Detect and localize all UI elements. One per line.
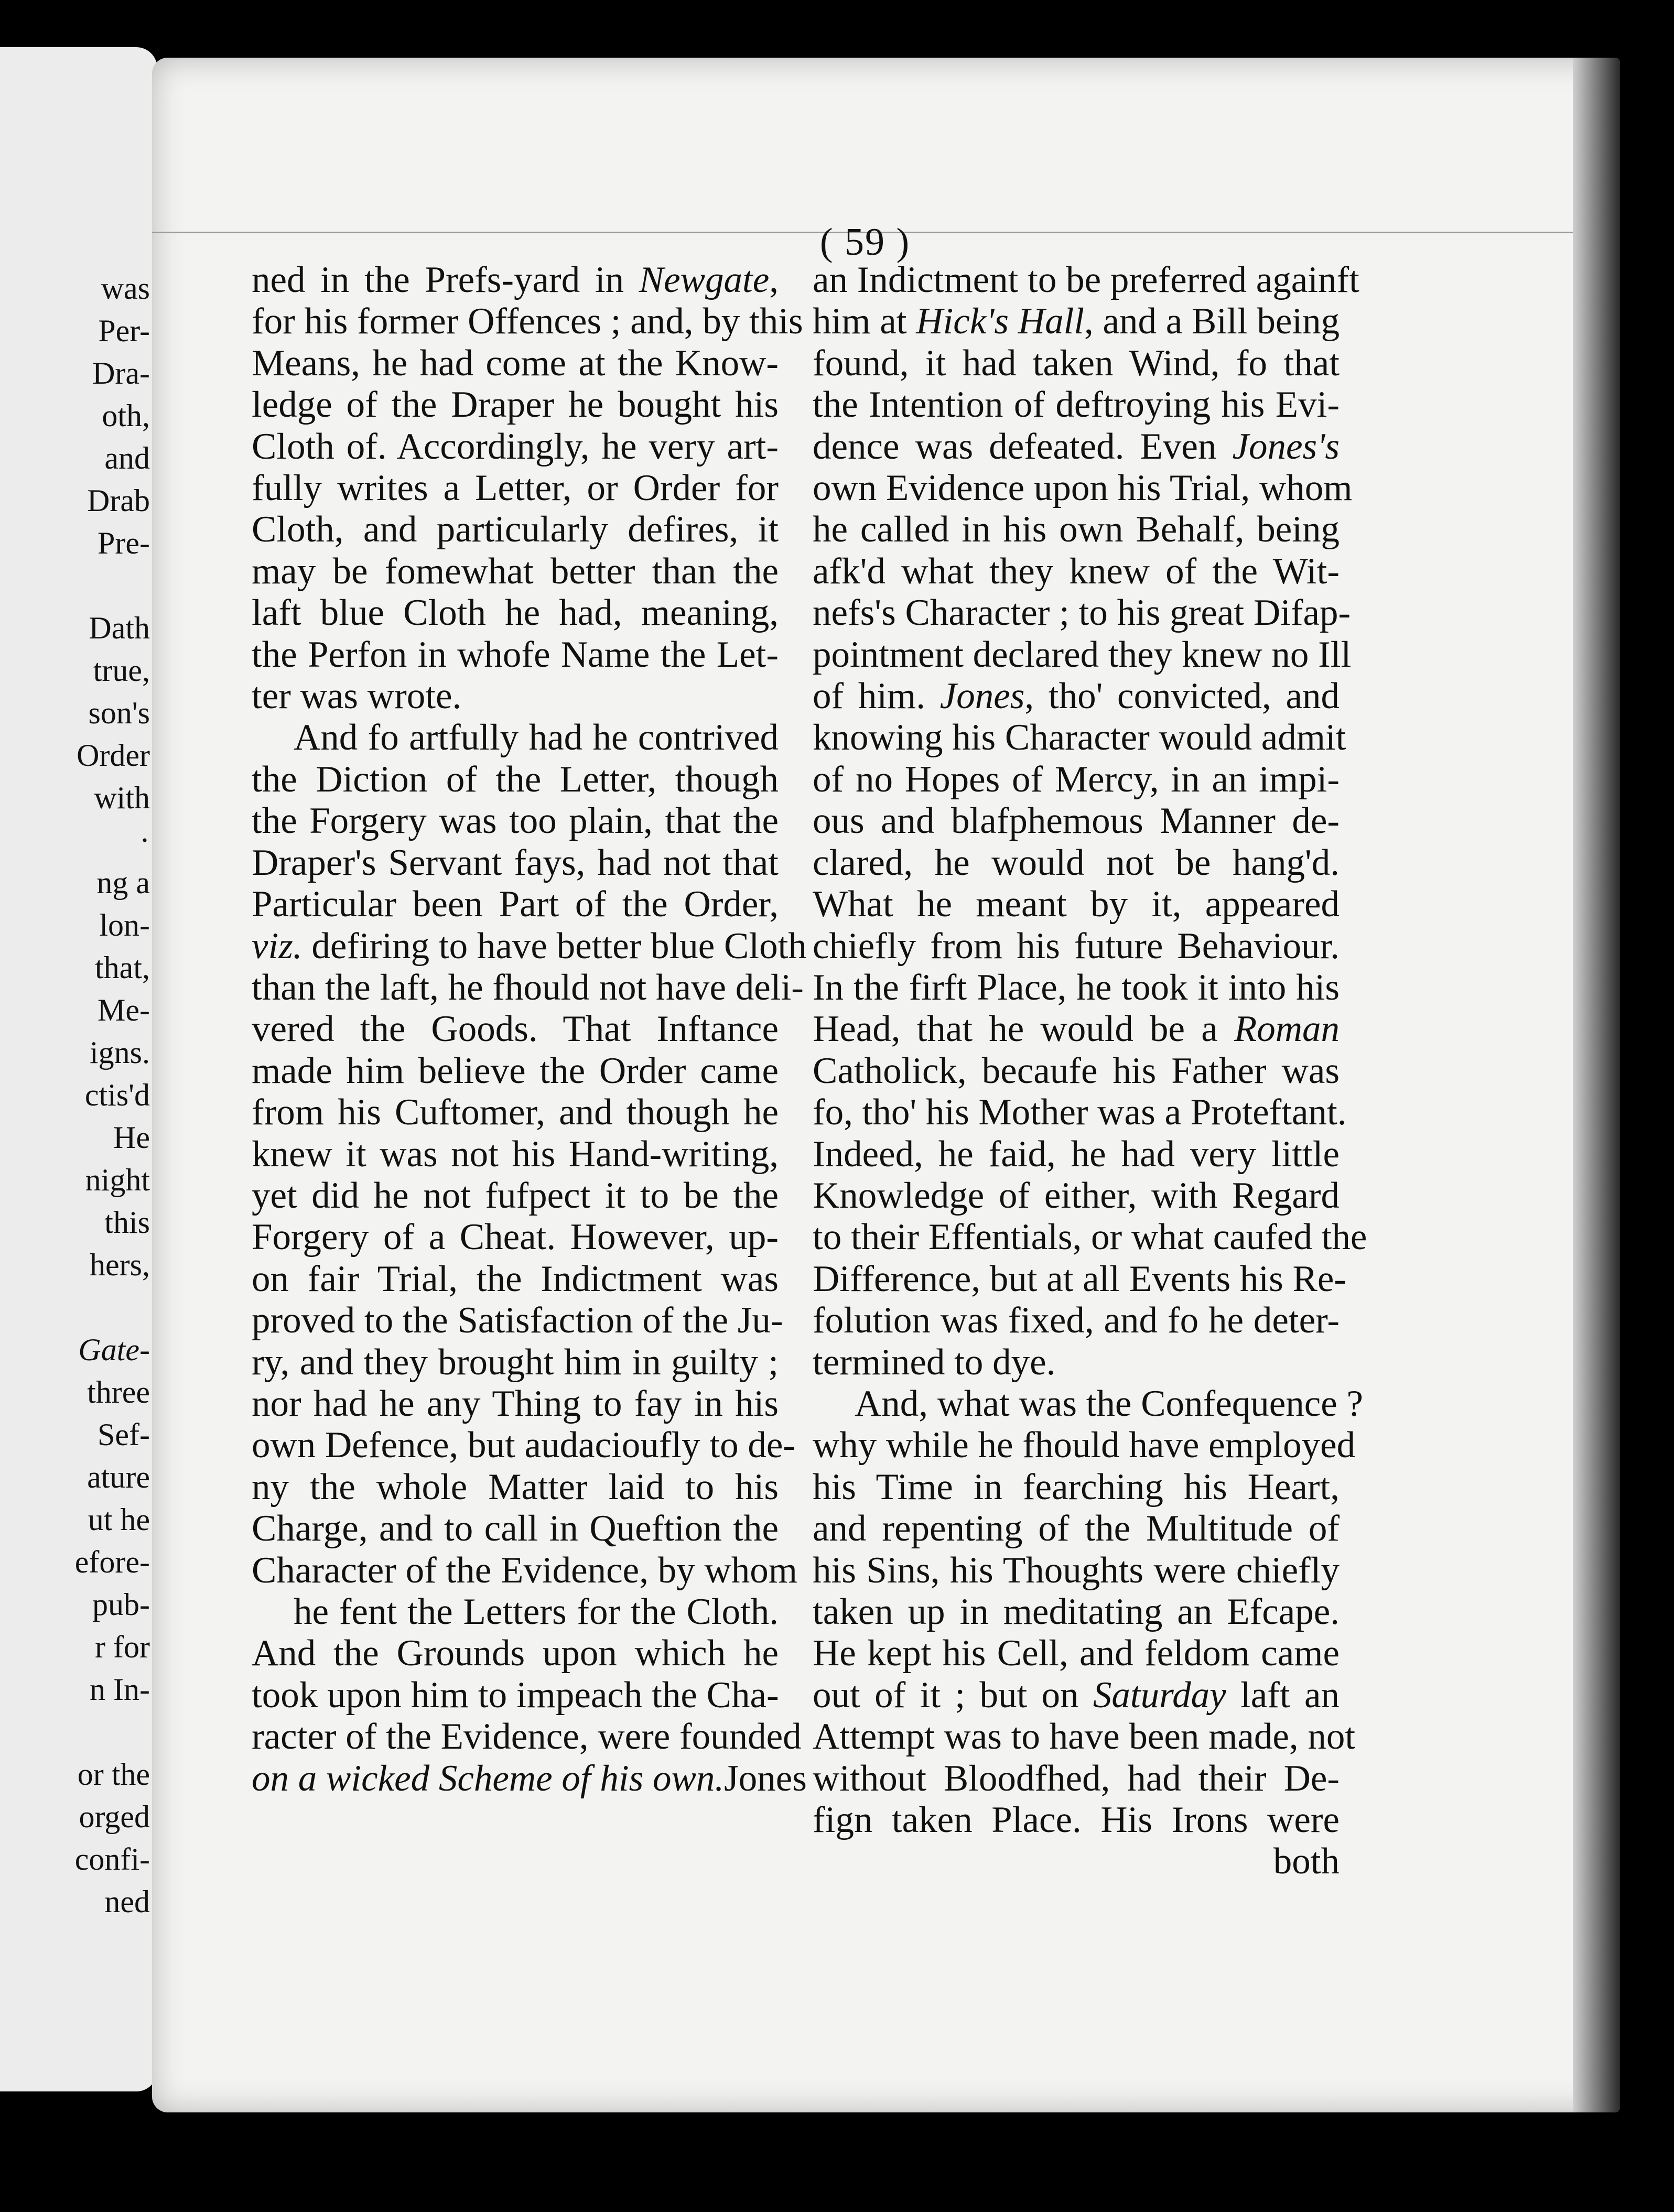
text-line: why while he fhould have employed (813, 1425, 1356, 1466)
text-line: an Indictment to be preferred againft (813, 259, 1359, 300)
text-line: knowing his Character would admit (813, 717, 1346, 758)
text-line: Cloth, and particularly defires, it (252, 509, 779, 550)
text-line: Knowledge of either, with Regard (813, 1175, 1340, 1216)
text-line: nor had he any Thing to fay in his (252, 1383, 779, 1424)
text-line: Difference, but at all Events his Re- (813, 1258, 1346, 1299)
text-line: pointment declared they knew no Ill (813, 634, 1352, 675)
left-fragment: with (94, 780, 150, 815)
text-line: yet did he not fufpect it to be the (252, 1175, 779, 1216)
left-fragment: confi- (74, 1842, 150, 1877)
text-line: Indeed, he faid, he had very little (813, 1133, 1340, 1175)
text-line: And fo artfully had he contrived (294, 717, 779, 758)
left-fragment-gap (75, 565, 150, 607)
text-line: Head, that he would be a Roman (813, 1009, 1340, 1050)
left-fragment: lon- (99, 908, 150, 942)
left-fragment: · (139, 823, 150, 858)
left-fragment: and (104, 441, 150, 475)
text-line: nefs's Character ; to his great Difap- (813, 592, 1351, 634)
left-fragment: son's (88, 696, 150, 730)
text-line: on a wicked Scheme of his own.Jones (252, 1758, 807, 1799)
text-column-right (813, 259, 1367, 1883)
left-fragment: night (85, 1163, 150, 1197)
left-fragment: ctis'd (84, 1078, 150, 1112)
book-page (152, 58, 1620, 2112)
text-line: the Perfon in whofe Name the Let- (252, 634, 779, 675)
text-line: of no Hopes of Mercy, in an impi- (813, 758, 1340, 800)
text-column-left (252, 259, 807, 1799)
left-fragment: ature (87, 1460, 150, 1494)
text-line: Forgery of a Cheat. However, up- (252, 1217, 779, 1258)
text-line: In the firft Place, he took it into his (813, 967, 1340, 1008)
left-fragment: ng a (96, 865, 150, 900)
left-fragment-gap (75, 1711, 150, 1753)
left-fragment: orged (79, 1799, 150, 1834)
text-line: clared, he would not be hang'd. (813, 842, 1340, 883)
text-line: Cloth of. Accordingly, he very art- (252, 426, 779, 467)
text-line: and repenting of the Multitude of (813, 1508, 1340, 1549)
left-fragment: or the (77, 1757, 150, 1792)
text-line: ned in the Prefs-yard in Newgate, (252, 259, 779, 300)
text-line: termined to dye. (813, 1341, 1056, 1383)
left-fragment: true, (93, 653, 150, 688)
catchword: both (1273, 1841, 1340, 1882)
left-fragment-gap (75, 1286, 150, 1329)
left-fragment: three (87, 1375, 150, 1409)
left-fragment: that, (95, 950, 150, 985)
text-line: Charge, and to call in Queftion the (252, 1508, 779, 1549)
text-line: for his former Offences ; and, by this (252, 301, 803, 342)
text-line: his Time in fearching his Heart, (813, 1466, 1340, 1508)
text-line: proved to the Satisfaction of the Ju- (252, 1300, 783, 1341)
text-line: he called in his own Behalf, being (813, 509, 1340, 550)
text-line: What he meant by it, appeared (813, 884, 1340, 925)
text-line: fign taken Place. His Irons were (813, 1799, 1340, 1841)
left-fragment: was (101, 271, 150, 306)
text-line: And, what was the Confequence ? (855, 1383, 1364, 1424)
text-line: fo, tho' his Mother was a Proteftant. (813, 1092, 1347, 1133)
left-fragment: Me- (98, 993, 150, 1027)
text-line: out of it ; but on Saturday laft an (813, 1674, 1340, 1716)
text-line: vered the Goods. That Inftance (252, 1009, 779, 1050)
left-fragment: Dath (89, 611, 150, 645)
page-stack-edge (1573, 58, 1620, 2112)
text-line: folution was fixed, and fo he deter- (813, 1300, 1340, 1341)
text-line: Character of the Evidence, by whom (252, 1549, 797, 1591)
text-line: Means, he had come at the Know- (252, 342, 779, 384)
text-line: his Sins, his Thoughts were chiefly (813, 1549, 1340, 1591)
text-line: viz. defiring to have better blue Cloth (252, 925, 807, 967)
text-line: of him. Jones, tho' convicted, and (813, 676, 1340, 717)
left-fragment: Gate- (78, 1332, 150, 1367)
left-fragment: hers, (90, 1248, 150, 1282)
left-fragment: He (113, 1120, 150, 1155)
text-line: He kept his Cell, and feldom came (813, 1633, 1340, 1674)
text-line: ny the whole Matter laid to his (252, 1466, 779, 1508)
left-fragment: efore- (74, 1545, 150, 1579)
text-line: ous and blafphemous Manner de- (813, 800, 1340, 842)
text-line: chiefly from his future Behaviour. (813, 925, 1340, 967)
text-line: made him believe the Order came (252, 1050, 779, 1091)
left-fragment: Per- (98, 313, 150, 348)
text-line: own Defence, but audacioufly to de- (252, 1425, 795, 1466)
left-fragment: Dra- (92, 356, 150, 391)
text-line: Attempt was to have been made, not (813, 1716, 1356, 1758)
text-line: ry, and they brought him in guilty ; (252, 1341, 779, 1383)
left-fragment: ut he (88, 1502, 150, 1537)
text-line: Draper's Servant fays, had not that (252, 842, 779, 883)
text-line: own Evidence upon his Trial, whom (813, 468, 1353, 509)
left-fragment: oth, (102, 398, 150, 433)
left-fragment: Drab (87, 483, 150, 518)
left-page-text-fragments (75, 267, 150, 1923)
text-line: than the laft, he fhould not have deli- (252, 967, 804, 1008)
left-fragment: Sef- (98, 1417, 150, 1452)
text-line: Particular been Part of the Order, (252, 884, 779, 925)
text-line: without Bloodfhed, had their De- (813, 1758, 1340, 1799)
text-line: took upon him to impeach the Cha- (252, 1674, 779, 1716)
text-line: ter was wrote. (252, 676, 462, 717)
text-line: the Forgery was too plain, that the (252, 800, 779, 842)
text-line: racter of the Evidence, were founded (252, 1716, 802, 1758)
text-line: to their Effentials, or what caufed the (813, 1217, 1367, 1258)
text-line: him at Hick's Hall, and a Bill being (813, 301, 1340, 342)
text-line: ledge of the Draper he bought his (252, 384, 779, 426)
page-number: ( 59 ) (819, 221, 911, 264)
text-line: may be fomewhat better than the (252, 550, 779, 592)
text-line: on fair Trial, the Indictment was (252, 1258, 779, 1299)
text-line: the Intention of deftroying his Evi- (813, 384, 1340, 426)
left-fragment: Order (77, 738, 150, 773)
text-line: laft blue Cloth he had, meaning, (252, 592, 779, 634)
text-line: fully writes a Letter, or Order for (252, 468, 779, 509)
text-line: knew it was not his Hand-writing, (252, 1133, 779, 1175)
text-line: And the Grounds upon which he (252, 1633, 779, 1674)
text-line: found, it had taken Wind, fo that (813, 342, 1340, 384)
text-line: afk'd what they knew of the Wit- (813, 550, 1340, 592)
left-fragment: pub- (92, 1587, 150, 1622)
left-fragment: n In- (90, 1672, 150, 1707)
left-fragment: ned (104, 1884, 150, 1919)
left-fragment: Pre- (98, 526, 150, 560)
text-line: Catholick, becaufe his Father was (813, 1050, 1340, 1091)
text-line: dence was defeated. Even Jones's (813, 426, 1340, 467)
facing-page-left (0, 47, 157, 2091)
left-fragment: this (104, 1205, 150, 1240)
text-line: he fent the Letters for the Cloth. (294, 1591, 779, 1632)
text-line: the Diction of the Letter, though (252, 758, 779, 800)
text-line: taken up in meditating an Efcape. (813, 1591, 1340, 1632)
left-fragment: r for (95, 1630, 150, 1664)
text-line: from his Cuftomer, and though he (252, 1092, 779, 1133)
left-fragment: igns. (89, 1035, 150, 1070)
